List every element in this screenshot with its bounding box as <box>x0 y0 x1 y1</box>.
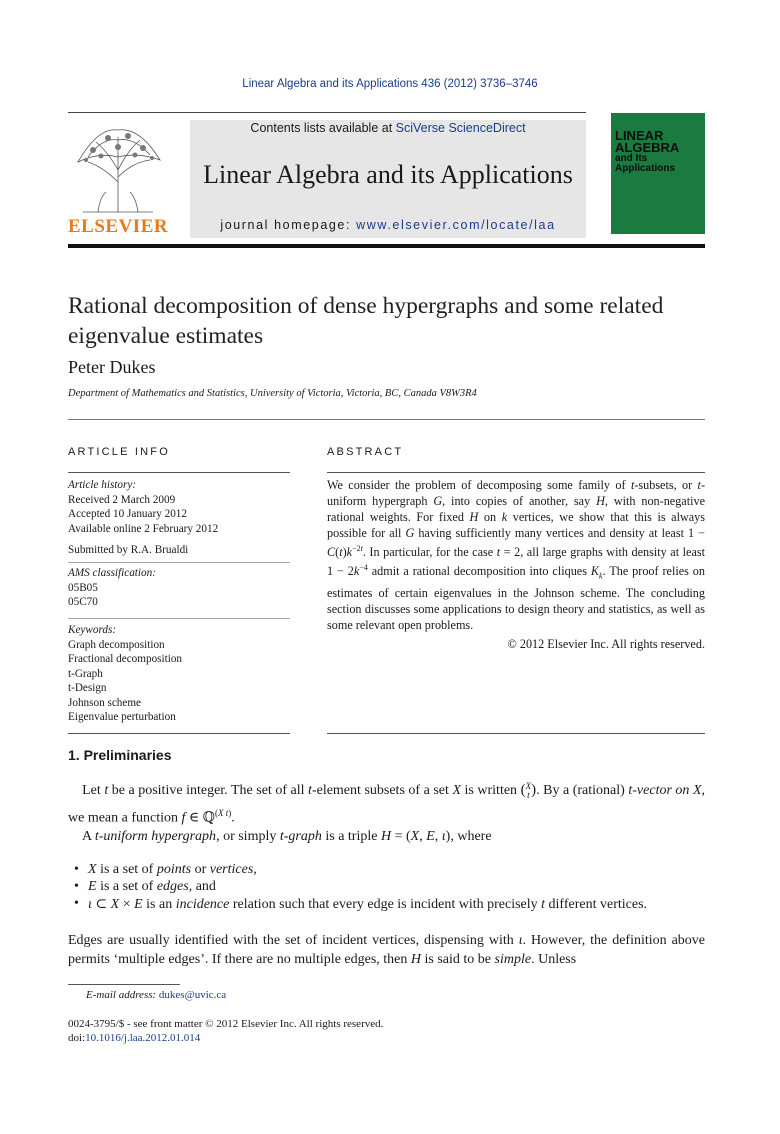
ams-classification <box>68 566 156 610</box>
abstract-rule <box>327 472 705 473</box>
keyword: Fractional decomposition <box>68 653 183 665</box>
author-name: Peter Dukes <box>68 357 156 377</box>
homepage-prefix: journal homepage: <box>220 218 357 232</box>
article-info-rule <box>68 472 290 473</box>
journal-name: Linear Algebra and its Applications <box>203 160 573 189</box>
accepted-date: Accepted 10 January 2012 <box>68 508 187 520</box>
ams-rule <box>68 562 290 563</box>
affiliation-rule <box>68 419 705 420</box>
article-history <box>68 478 218 536</box>
header-thick-rule <box>68 244 705 248</box>
doi-line <box>68 1032 200 1044</box>
keywords-label: Keywords: <box>68 624 117 636</box>
elsevier-wordmark: ELSEVIER <box>68 216 169 237</box>
ams-code: 05C70 <box>68 596 98 608</box>
section-heading: 1. Preliminaries <box>68 747 172 763</box>
keyword: t-Graph <box>68 667 103 680</box>
cover-line1: LINEAR <box>615 128 664 143</box>
cover-line3: and Its <box>615 153 648 164</box>
history-label: Article history: <box>68 479 137 491</box>
paragraph: Edges are usually identified with the set of incident vertices, dispensing with ι. However, the definition above permits ‘multiple edges’. If there are no multiple edges, then H is said to be simple. Unless <box>68 933 705 967</box>
keyword: Eigenvalue perturbation <box>68 711 176 723</box>
keywords-list <box>68 623 182 725</box>
abstract-heading: ABSTRACT <box>327 446 404 458</box>
bullet-item: X is a set of points or vertices, <box>88 862 257 877</box>
cover-line4: Applications <box>615 163 676 174</box>
keyword: t-Design <box>68 682 107 694</box>
bullet-icon: • <box>74 896 79 911</box>
author-affiliation: Department of Mathematics and Statistics, University of Victoria, Victoria, BC, Canada V8W3R4 <box>68 388 477 399</box>
contents-line <box>190 121 586 135</box>
footnote-rule <box>68 984 180 985</box>
journal-citation[interactable]: Linear Algebra and its Applications 436 (2012) 3736–3746 <box>242 78 538 90</box>
contents-prefix: Contents lists available at <box>250 121 396 135</box>
bullet-item: E is a set of edges, and <box>88 879 216 894</box>
bullet-icon: • <box>74 879 79 894</box>
email-footnote <box>86 989 226 1001</box>
sciencedirect-link[interactable]: SciVerse ScienceDirect <box>395 121 526 135</box>
keywords-rule <box>68 618 290 619</box>
doi-link[interactable]: 10.1016/j.laa.2012.01.014 <box>85 1032 201 1044</box>
journal-homepage <box>190 218 586 232</box>
article-info-bottom-rule <box>68 733 290 734</box>
bullet-text: is a set of <box>100 862 154 877</box>
abstract-bottom-rule <box>327 733 705 734</box>
paragraph: A t-uniform hypergraph, or simply t-graph is a triple H = (X, E, ι), where <box>68 829 492 844</box>
issn-line: 0024-3795/$ - see front matter © 2012 Elsevier Inc. All rights reserved. <box>68 1018 384 1030</box>
submitted-by: Submitted by R.A. Brualdi <box>68 544 189 556</box>
received-date: Received 2 March 2009 <box>68 493 176 506</box>
email-link[interactable]: dukes@uvic.ca <box>158 989 227 1001</box>
paragraph: Let t be a positive integer. The set of all t-element subsets of a set X is written (X t ). By a (rational) t-vector on X, we mean a function f ∈ ℚ$^{(X t)}$. <box>68 780 706 826</box>
online-date: Available online 2 February 2012 <box>68 522 219 535</box>
homepage-link[interactable]: www.elsevier.com/locate/laa <box>356 218 556 232</box>
email-label: E-mail address: <box>86 989 157 1001</box>
bullet-text: is a set of <box>100 879 154 894</box>
header-rule <box>68 112 586 113</box>
cover-line2: ALGEBRA <box>615 140 680 155</box>
article-title: Rational decomposition of dense hypergraphs and some related eigenvalue estimates <box>68 293 664 349</box>
keyword: Johnson scheme <box>68 696 142 709</box>
keyword: Graph decomposition <box>68 638 165 651</box>
doi-label: doi: <box>68 1032 86 1044</box>
ams-label: AMS classification: <box>68 567 156 579</box>
abstract-copyright: © 2012 Elsevier Inc. All rights reserved. <box>507 637 705 651</box>
abstract-text: We consider the problem of decomposing some family of t-subsets, or t-uniform hypergraph G, into copies of another, say H, with non-negative rational weights. For fixed H on k vertices, we show that this is always possible for all G having sufficiently many vertices and density at least $1 - C(t)k^{-2t}$. In particular, for the case t = 2, all large graphs with density at least $1 - 2k^{-4}$ admit a rational decomposition into cliques $K_k$. The proof relies on estimates of certain eigenvalues in the Johnson scheme. The concluding section discusses some applications to design theory and statistics, as well as some relevant open problems. <box>327 478 706 632</box>
journal-cover-title <box>615 130 705 174</box>
bullet-item: ι ⊂ X × E is an incidence relation such that every edge is incident with precisely t different vertices. <box>88 897 648 912</box>
bullet-text: is an <box>146 897 173 912</box>
ams-code: 05B05 <box>68 581 98 594</box>
article-info-heading: ARTICLE INFO <box>68 446 170 458</box>
bullet-icon: • <box>74 862 79 877</box>
